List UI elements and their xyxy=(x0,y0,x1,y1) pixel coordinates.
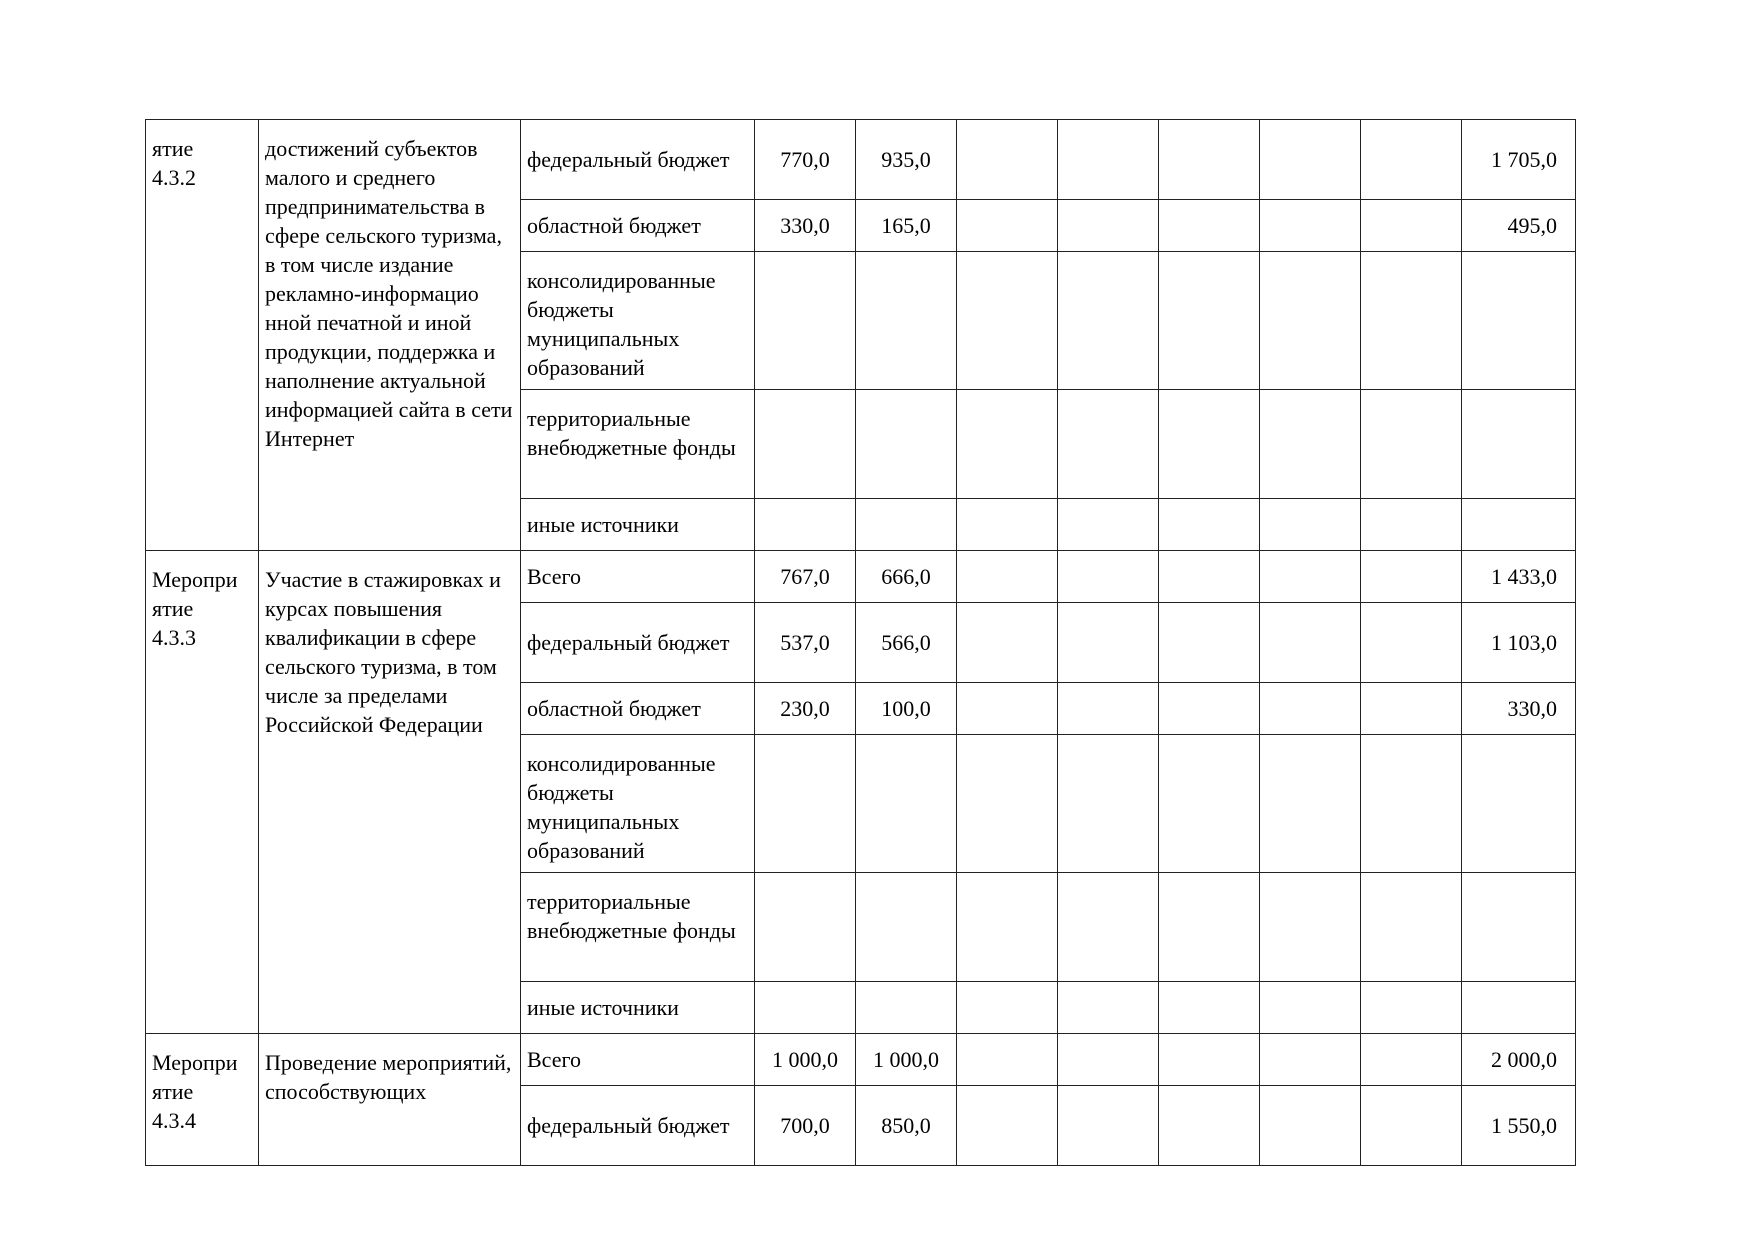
table-row xyxy=(146,120,1576,200)
empty-cell xyxy=(1159,603,1260,683)
empty-cell xyxy=(1260,1034,1361,1086)
empty-cell xyxy=(1260,390,1361,499)
value-year-2 xyxy=(856,735,957,873)
empty-cell xyxy=(1361,120,1462,200)
measure-title: достижений субъектов малого и среднего предпринимательства в сфере сельского туризма, в том числе издание рекламно-информацио нной печатной и иной продукции, поддержка и наполнение актуальной информацией сайта в сети Интернет xyxy=(259,120,521,551)
measure-label: Меропри ятие 4.3.4 xyxy=(146,1034,259,1166)
empty-cell xyxy=(1159,683,1260,735)
empty-cell xyxy=(1058,499,1159,551)
empty-cell xyxy=(1361,1086,1462,1166)
empty-cell xyxy=(1260,603,1361,683)
empty-cell xyxy=(1159,1034,1260,1086)
empty-cell xyxy=(1159,120,1260,200)
empty-cell xyxy=(1260,551,1361,603)
empty-cell xyxy=(1058,200,1159,252)
funding-source: иные источники xyxy=(521,982,755,1034)
value-year-2: 850,0 xyxy=(856,1086,957,1166)
value-year-1 xyxy=(755,499,856,551)
value-year-2: 100,0 xyxy=(856,683,957,735)
empty-cell xyxy=(957,120,1058,200)
empty-cell xyxy=(1058,1086,1159,1166)
value-year-2 xyxy=(856,499,957,551)
funding-source: территориальные внебюджетные фонды xyxy=(521,873,755,982)
empty-cell xyxy=(1361,603,1462,683)
empty-cell xyxy=(1058,120,1159,200)
row-total: 1 705,0 xyxy=(1462,120,1576,200)
empty-cell xyxy=(1361,982,1462,1034)
empty-cell xyxy=(957,200,1058,252)
funding-source: федеральный бюджет xyxy=(521,1086,755,1166)
value-year-2: 935,0 xyxy=(856,120,957,200)
table-row xyxy=(146,551,1576,603)
empty-cell xyxy=(1260,200,1361,252)
value-year-1: 330,0 xyxy=(755,200,856,252)
empty-cell xyxy=(957,499,1058,551)
empty-cell xyxy=(957,252,1058,390)
funding-source: консолидированные бюджеты муниципальных образований xyxy=(521,735,755,873)
value-year-1: 1 000,0 xyxy=(755,1034,856,1086)
empty-cell xyxy=(957,390,1058,499)
measure-label: ятие 4.3.2 xyxy=(146,120,259,551)
empty-cell xyxy=(957,873,1058,982)
empty-cell xyxy=(1361,252,1462,390)
empty-cell xyxy=(1058,252,1159,390)
empty-cell xyxy=(1058,390,1159,499)
empty-cell xyxy=(1260,499,1361,551)
measure-title: Проведение мероприятий, способствующих xyxy=(259,1034,521,1166)
empty-cell xyxy=(1058,603,1159,683)
row-total: 330,0 xyxy=(1462,683,1576,735)
empty-cell xyxy=(1260,120,1361,200)
empty-cell xyxy=(1058,551,1159,603)
empty-cell xyxy=(1159,735,1260,873)
row-total xyxy=(1462,735,1576,873)
value-year-1 xyxy=(755,252,856,390)
empty-cell xyxy=(1361,683,1462,735)
empty-cell xyxy=(957,735,1058,873)
empty-cell xyxy=(1058,982,1159,1034)
value-year-2: 666,0 xyxy=(856,551,957,603)
row-total: 2 000,0 xyxy=(1462,1034,1576,1086)
row-total xyxy=(1462,873,1576,982)
empty-cell xyxy=(957,683,1058,735)
empty-cell xyxy=(1058,873,1159,982)
empty-cell xyxy=(1260,683,1361,735)
value-year-2 xyxy=(856,252,957,390)
empty-cell xyxy=(957,603,1058,683)
empty-cell xyxy=(1260,252,1361,390)
row-total xyxy=(1462,982,1576,1034)
row-total xyxy=(1462,390,1576,499)
empty-cell xyxy=(1361,735,1462,873)
funding-source: консолидированные бюджеты муниципальных образований xyxy=(521,252,755,390)
empty-cell xyxy=(1058,735,1159,873)
empty-cell xyxy=(1159,551,1260,603)
empty-cell xyxy=(1058,1034,1159,1086)
empty-cell xyxy=(1361,499,1462,551)
empty-cell xyxy=(957,982,1058,1034)
row-total: 1 550,0 xyxy=(1462,1086,1576,1166)
funding-source: Всего xyxy=(521,1034,755,1086)
empty-cell xyxy=(1361,551,1462,603)
empty-cell xyxy=(1361,1034,1462,1086)
value-year-2 xyxy=(856,390,957,499)
value-year-1: 770,0 xyxy=(755,120,856,200)
empty-cell xyxy=(1159,390,1260,499)
empty-cell xyxy=(1159,499,1260,551)
value-year-1: 700,0 xyxy=(755,1086,856,1166)
empty-cell xyxy=(1058,683,1159,735)
measure-title: Участие в стажировках и курсах повышения квалификации в сфере сельского туризма, в том числе за пределами Российской Федерации xyxy=(259,551,521,1034)
empty-cell xyxy=(1361,200,1462,252)
funding-source: иные источники xyxy=(521,499,755,551)
value-year-1 xyxy=(755,982,856,1034)
row-total xyxy=(1462,252,1576,390)
value-year-1: 767,0 xyxy=(755,551,856,603)
empty-cell xyxy=(1159,252,1260,390)
funding-source: федеральный бюджет xyxy=(521,120,755,200)
empty-cell xyxy=(1159,1086,1260,1166)
funding-source: федеральный бюджет xyxy=(521,603,755,683)
budget-table xyxy=(145,119,1576,1166)
empty-cell xyxy=(1260,982,1361,1034)
row-total xyxy=(1462,499,1576,551)
funding-source: территориальные внебюджетные фонды xyxy=(521,390,755,499)
empty-cell xyxy=(957,1034,1058,1086)
value-year-1: 230,0 xyxy=(755,683,856,735)
funding-source: областной бюджет xyxy=(521,683,755,735)
value-year-1: 537,0 xyxy=(755,603,856,683)
empty-cell xyxy=(1260,873,1361,982)
value-year-1 xyxy=(755,735,856,873)
table-row xyxy=(146,1034,1576,1086)
empty-cell xyxy=(1361,873,1462,982)
value-year-1 xyxy=(755,390,856,499)
value-year-1 xyxy=(755,873,856,982)
empty-cell xyxy=(957,551,1058,603)
value-year-2 xyxy=(856,982,957,1034)
empty-cell xyxy=(957,1086,1058,1166)
measure-label: Меропри ятие 4.3.3 xyxy=(146,551,259,1034)
row-total: 1 103,0 xyxy=(1462,603,1576,683)
funding-source: областной бюджет xyxy=(521,200,755,252)
value-year-2: 165,0 xyxy=(856,200,957,252)
value-year-2: 1 000,0 xyxy=(856,1034,957,1086)
empty-cell xyxy=(1361,390,1462,499)
empty-cell xyxy=(1159,200,1260,252)
empty-cell xyxy=(1260,1086,1361,1166)
empty-cell xyxy=(1159,873,1260,982)
row-total: 495,0 xyxy=(1462,200,1576,252)
empty-cell xyxy=(1260,735,1361,873)
value-year-2 xyxy=(856,873,957,982)
empty-cell xyxy=(1159,982,1260,1034)
row-total: 1 433,0 xyxy=(1462,551,1576,603)
funding-source: Всего xyxy=(521,551,755,603)
value-year-2: 566,0 xyxy=(856,603,957,683)
